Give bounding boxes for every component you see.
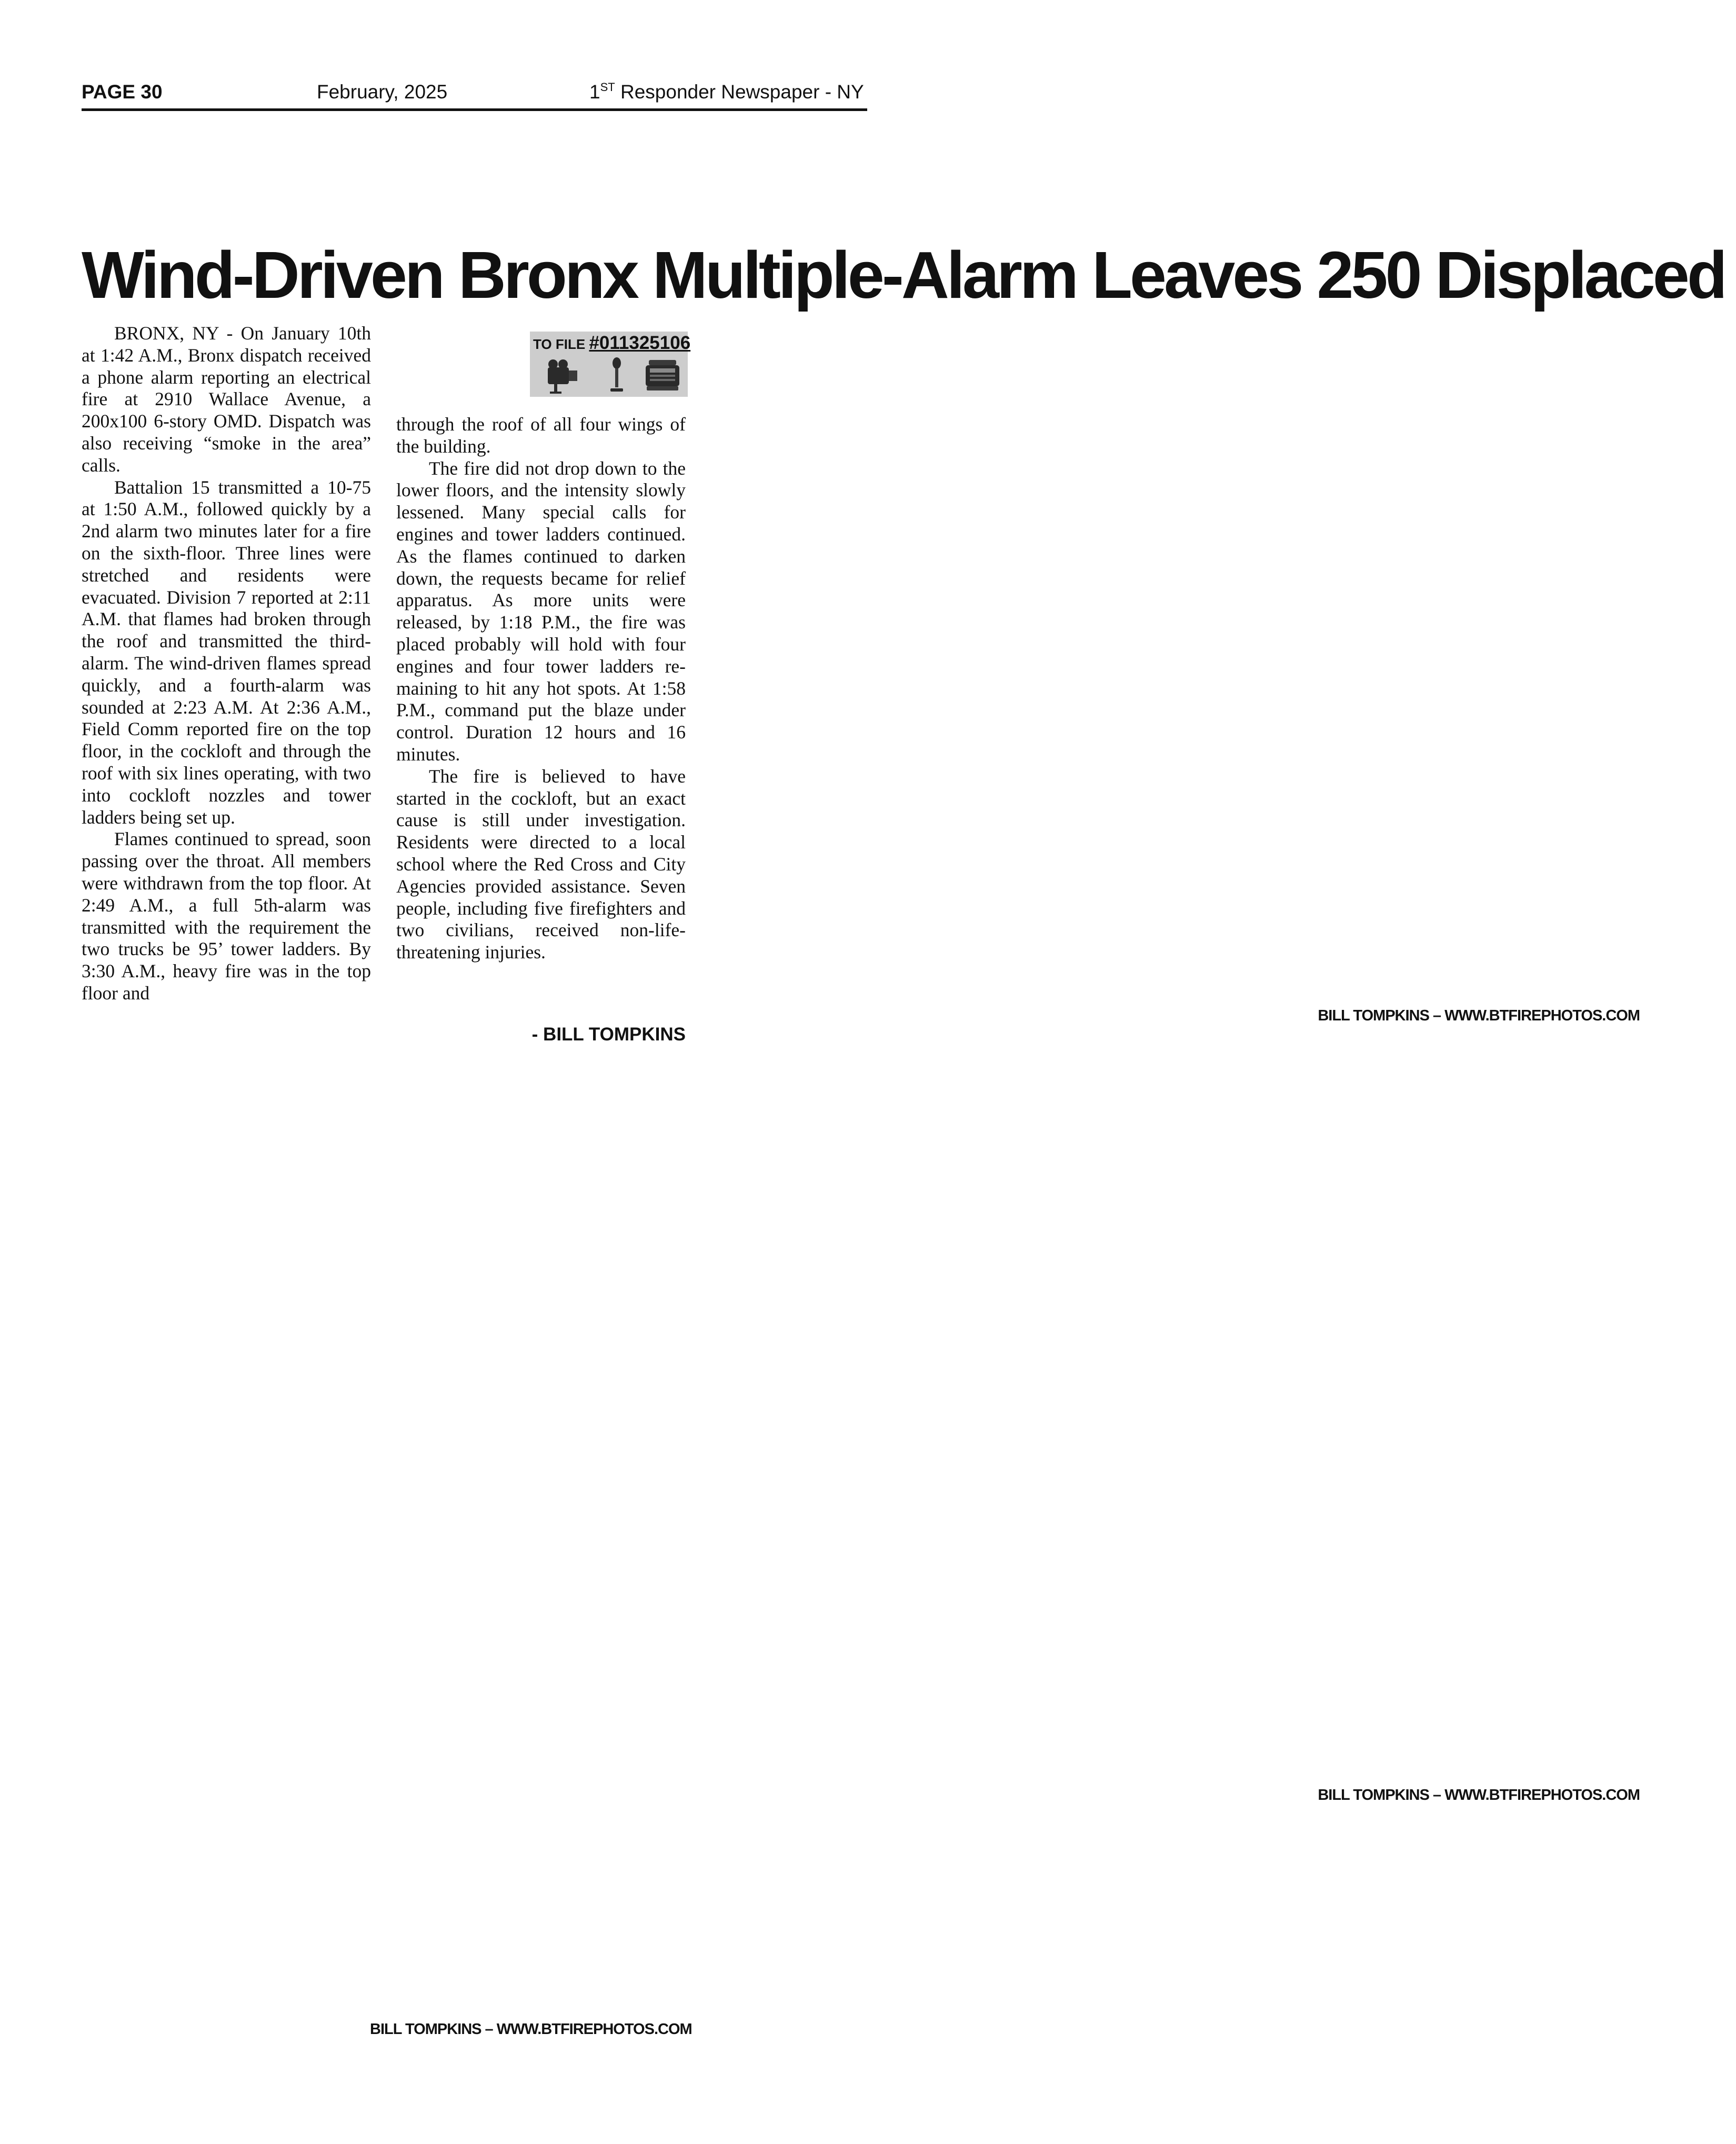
to-file-badge <box>530 332 691 397</box>
article-headline: Wind-Driven Bronx Multiple-Alarm Leaves 250 Displaced <box>82 238 1725 312</box>
article-byline: - BILL TOMPKINS <box>531 1024 686 1045</box>
to-file-number: #011325106 <box>589 333 691 353</box>
to-file-icons <box>530 356 688 395</box>
article-column-2 <box>396 414 686 964</box>
article-paragraph: BRONX, NY - On January 10th at 1:42 A.M., Bronx dispatch received a phone alarm reporting an electrical fire at 2910 Wallace Avenue, a 200x100 6-story OMD. Dispatch was also receiving “smoke in the area” calls. <box>82 323 371 476</box>
article-paragraph: Flames continued to spread, soon passing over the throat. All members were withdrawn from the top floor. At 2:49 A.M., a full 5th-alarm was transmitted with the requirement the two trucks be 95’ tower ladders. By 3:30 A.M., heavy fire was in the top floor and <box>82 828 371 1004</box>
typewriter-icon <box>646 360 679 390</box>
article-paragraph: Battalion 15 transmitted a 10-75 at 1:50 A.M., followed quickly by a 2nd alarm two minutes later for a fire on the sixth-floor. Three lines were stretched and residents were evacuated. Division 7 reported at 2:11 A.M. that flames had broken through the roof and transmitted the third-alarm. The wind-driven flames spread quickly, and a fourth-alarm was sounded at 2:23 A.M. At 2:36 A.M., Field Comm reported fire on the top floor, in the cockloft and through the roof with six lines operating, with two into cockloft nozzles and tower ladders being set up. <box>82 476 371 828</box>
article-paragraph: The fire did not drop down to the lower floors, and the intensity slowly lessened. Many special calls for engines and tower ladders continued. As the flames continued to darken down, the requests became for relief apparatus. As more units were released, by 1:18 P.M., the fire was placed probably will hold with four engines and four tower ladders remaining to hit any hot spots. At 1:58 P.M., command put the blaze under control. Duration 12 hours and 16 minutes. <box>396 457 686 765</box>
video-camera-icon <box>548 359 577 394</box>
microphone-icon <box>610 357 623 392</box>
running-header <box>82 79 867 111</box>
to-file-label <box>533 334 690 354</box>
article-paragraph: through the roof of all four wings of the building. <box>396 414 686 457</box>
article-column-1 <box>82 323 371 1005</box>
page-number: PAGE 30 <box>82 81 163 103</box>
photo-credit: BILL TOMPKINS – WWW.BTFIREPHOTOS.COM <box>370 2021 692 2038</box>
article-paragraph: The fire is believed to have started in the cockloft, but an exact cause is still under investigation. Residents were directed to a local school where the Red Cross and City Agencies provided assistance. Seven people, including five firefighters and two civilians, received non-life-threatening injuries. <box>396 765 686 963</box>
to-file-text: TO FILE <box>533 336 586 352</box>
photo-credit: BILL TOMPKINS – WWW.BTFIREPHOTOS.COM <box>1318 1787 1640 1804</box>
publication-ordinal: 1 <box>589 81 600 103</box>
publication-ordinal-suffix: ST <box>600 81 615 94</box>
issue-date: February, 2025 <box>317 81 448 103</box>
publication-title: Responder Newspaper - NY <box>620 81 864 103</box>
photo-credit: BILL TOMPKINS – WWW.BTFIREPHOTOS.COM <box>1318 1007 1640 1024</box>
publication-name <box>589 79 864 108</box>
